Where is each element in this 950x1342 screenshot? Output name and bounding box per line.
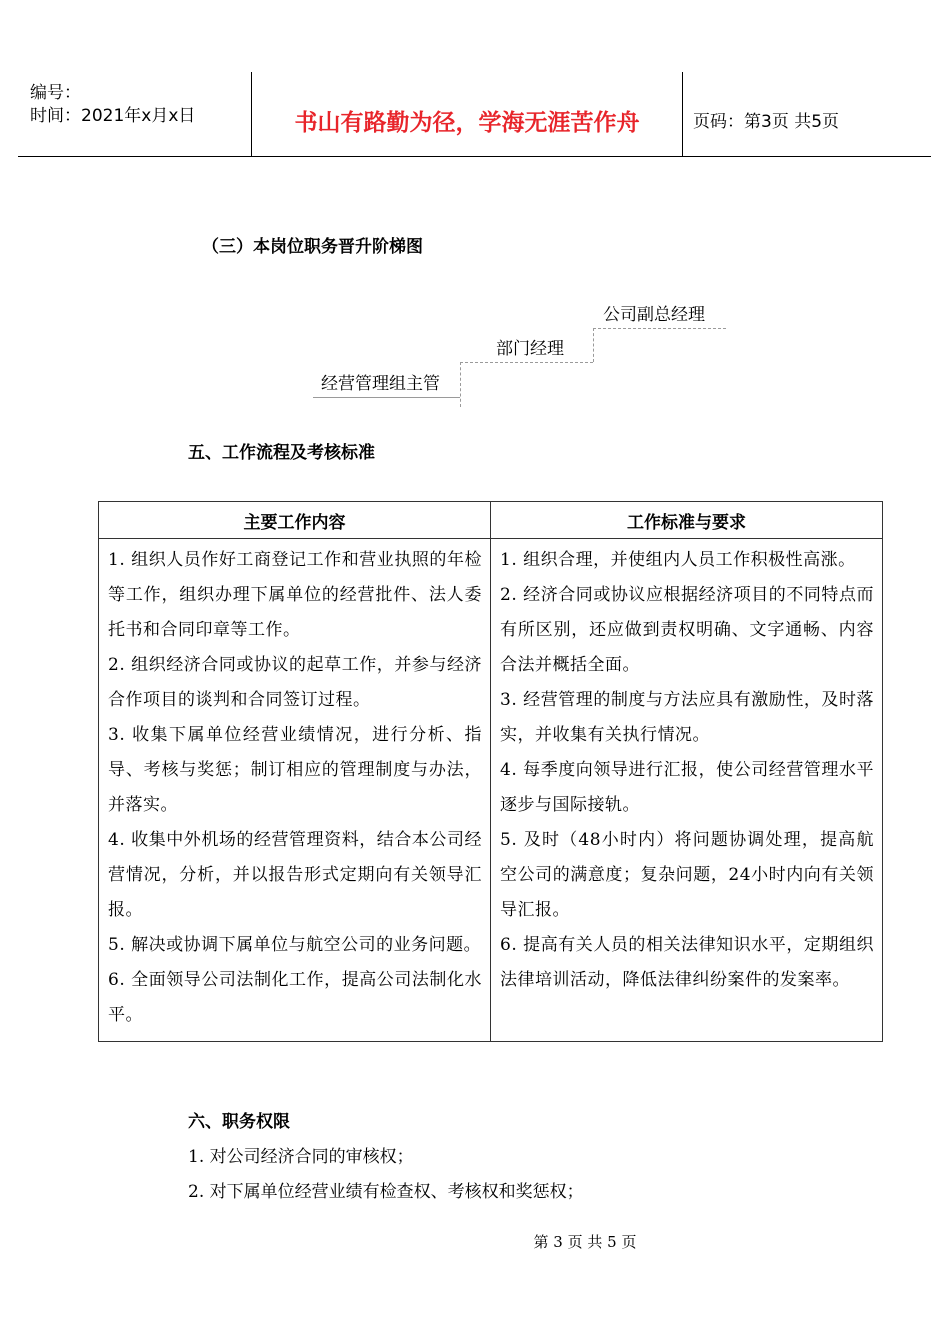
list-item: 2. 组织经济合同或协议的起草工作，并参与经济合作项目的谈判和合同签订过程。 — [108, 655, 482, 710]
table-header-row — [99, 502, 883, 539]
list-item: 5. 及时（48小时内）将问题协调处理，提高航空公司的满意度；复杂问题，24小时内向有关领导汇报。 — [500, 830, 874, 920]
header-motto: 书山有路勤为径，学海无涯苦作舟 — [294, 110, 640, 136]
header-divider — [682, 72, 683, 156]
ladder-level-2: 部门经理 — [496, 339, 564, 359]
page-footer: 第 3 页 共 5 页 — [533, 1233, 637, 1251]
header-meta — [30, 82, 195, 128]
list-item: 3. 经营管理的制度与方法应具有激励性，及时落实，并收集有关执行情况。 — [500, 690, 874, 745]
table-header-cell: 工作标准与要求 — [491, 502, 883, 539]
list-item: 4. 每季度向领导进行汇报，使公司经营管理水平逐步与国际接轨。 — [500, 760, 874, 815]
ladder-level-1: 经营管理组主管 — [321, 374, 440, 394]
ladder-step-line — [593, 328, 726, 329]
section-title: 六、职务权限 — [188, 1112, 290, 1132]
list-item: 4. 收集中外机场的经营管理资料，结合本公司经营情况，分析，并以报告形式定期向有关领导汇报。 — [108, 830, 482, 920]
list-item: 1. 组织合理，并使组内人员工作积极性高涨。 — [500, 550, 856, 570]
table-header-cell: 主要工作内容 — [99, 502, 491, 539]
doc-number-label: 编号： — [30, 83, 81, 103]
list-item: 2. 对下属单位经营业绩有检查权、考核权和奖惩权； — [188, 1182, 584, 1202]
list-item: 1. 组织人员作好工商登记工作和营业执照的年检等工作，组织办理下属单位的经营批件、法人委托书和合同印章等工作。 — [108, 550, 482, 640]
list-item: 3. 收集下属单位经营业绩情况，进行分析、指导、考核与奖惩；制订相应的管理制度与办法，并落实。 — [108, 725, 482, 815]
table-row — [99, 539, 883, 1042]
header-page-number: 页码：第3页 共5页 — [693, 112, 840, 132]
list-item: 6. 全面领导公司法制化工作，提高公司法制化水平。 — [108, 970, 482, 1025]
work-standard-cell — [491, 539, 883, 1042]
section-title: 五、工作流程及考核标准 — [188, 443, 375, 463]
work-process-table — [98, 501, 883, 1042]
ladder-step-line — [313, 397, 460, 398]
ladder-level-3: 公司副总经理 — [603, 305, 705, 325]
list-item: 2. 经济合同或协议应根据经济项目的不同特点而有所区别，还应做到责权明确、文字通畅、内容合法并概括全面。 — [500, 585, 874, 675]
ladder-riser-line — [593, 328, 594, 362]
list-item: 6. 提高有关人员的相关法律知识水平，定期组织法律培训活动，降低法律纠纷案件的发案率。 — [500, 935, 874, 990]
work-content-cell — [99, 539, 491, 1042]
section-title: （三）本岗位职务晋升阶梯图 — [202, 237, 423, 257]
ladder-step-line — [460, 362, 593, 363]
list-item: 1. 对公司经济合同的审核权； — [188, 1147, 414, 1167]
list-item: 5. 解决或协调下属单位与航空公司的业务问题。 — [108, 935, 482, 955]
doc-time-label: 时间：2021年x月x日 — [30, 106, 196, 126]
ladder-riser-line — [460, 362, 461, 407]
